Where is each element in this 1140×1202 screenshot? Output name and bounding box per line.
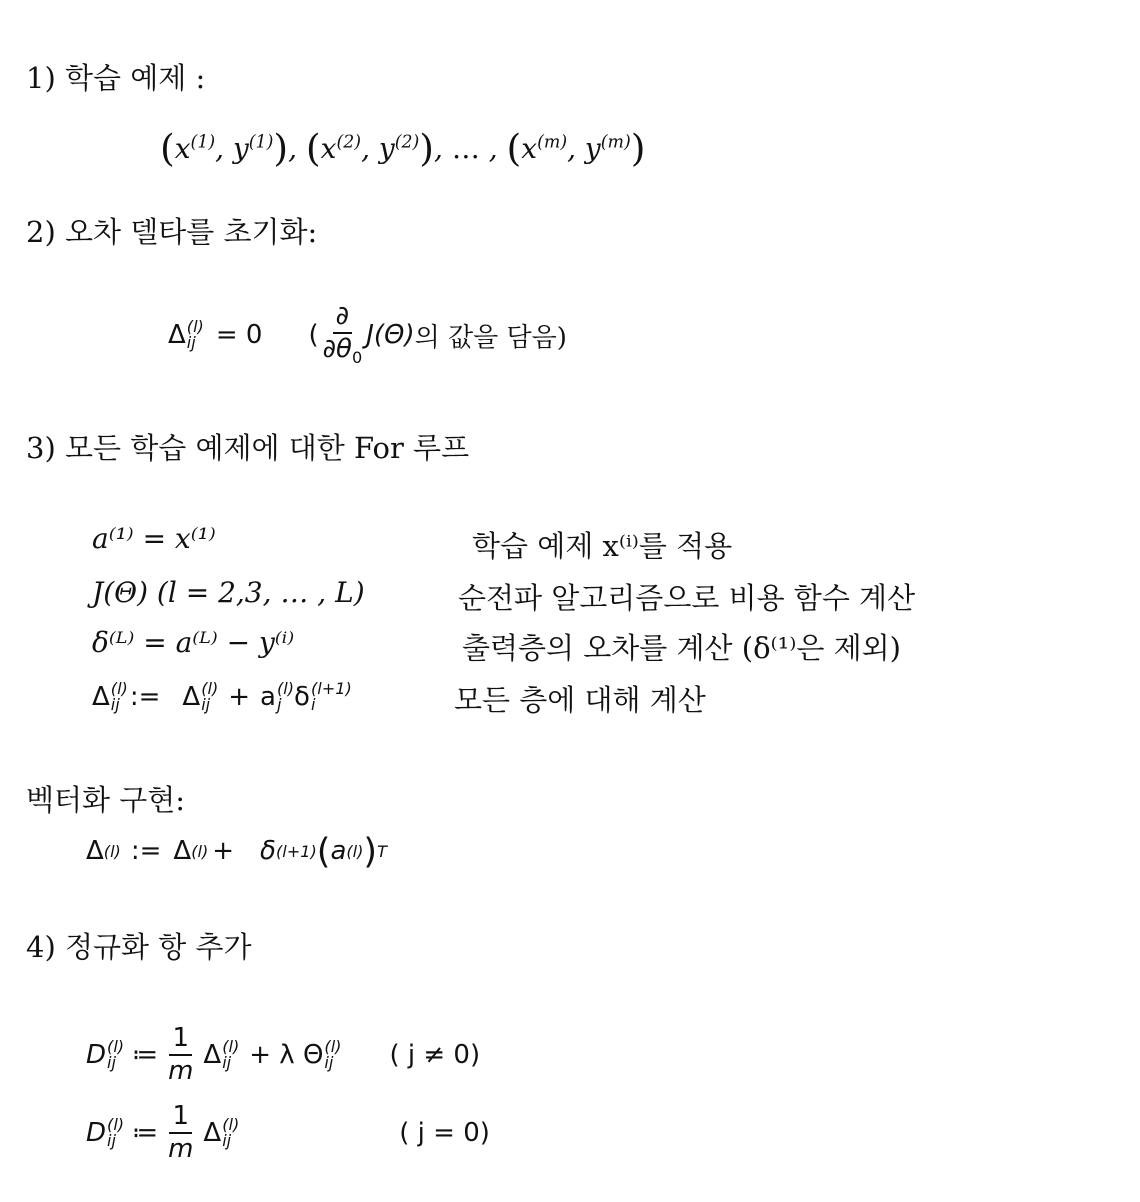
step4-title: 4) 정규화 항 추가 bbox=[26, 930, 252, 964]
delta-accumulate-desc: 모든 층에 대해 계산 bbox=[454, 683, 706, 717]
bias-gradient-formula: D (l) ij ≔ $\frac{1}{m}$ Δ (l) ij ( j = 0) bbox=[86, 1100, 490, 1164]
step3-title: 3) 모든 학습 예제에 대한 For 루프 bbox=[26, 431, 470, 465]
step2-title: 2) 오차 델타를 초기화: bbox=[26, 215, 318, 249]
delta-accumulate-formula: Δ (l) ij := Δ (l) ij + a (l) j δ (l+1) i bbox=[92, 678, 352, 714]
condition-j-zero: ( j = 0) bbox=[399, 1118, 490, 1148]
regularized-gradient-formula: D (l) ij ≔ $\frac{1}{m}$ Δ (l) ij + λ Θ (l) ij ( j ≠ 0) bbox=[86, 1022, 481, 1086]
partial-derivative: $\frac{\partial}{\partial\theta_0}$ bbox=[322, 300, 363, 368]
condition-j-nonzero: ( j ≠ 0) bbox=[389, 1040, 481, 1070]
delta-init-formula: Δ (l) ij = 0 ( $\frac{\partial}{\partial\theta_0}$ J(Θ) 의 값을 담음) bbox=[168, 300, 567, 368]
cost-function-desc: 순전파 알고리즘으로 비용 함수 계산 bbox=[458, 581, 916, 615]
output-error-formula: δ⁽ᴸ⁾ = a⁽ᴸ⁾ − y⁽ⁱ⁾ bbox=[92, 626, 295, 659]
forward-input-formula: a⁽¹⁾ = x⁽¹⁾ bbox=[92, 522, 216, 555]
vectorized-title: 벡터화 구현: bbox=[26, 783, 186, 817]
forward-input-desc: 학습 예제 x⁽ⁱ⁾를 적용 bbox=[472, 529, 733, 563]
cost-function-formula: J(Θ) (l = 2,3, … , L) bbox=[92, 576, 365, 609]
output-error-desc: 출력층의 오차를 계산 (δ⁽¹⁾은 제외) bbox=[462, 631, 901, 665]
vectorized-formula: Δ (l) := Δ (l) + δ (l+1) ( a (l) ) T bbox=[86, 830, 387, 872]
training-set-sequence: ($x^{(1)}$, $y^{(1)}$), ($x^{(2)}$, $y^{(2)}$), … , ($x^{(m)}$, $y^{(m)}$) bbox=[160, 126, 646, 170]
step1-title: 1) 학습 예제 : bbox=[26, 61, 206, 95]
